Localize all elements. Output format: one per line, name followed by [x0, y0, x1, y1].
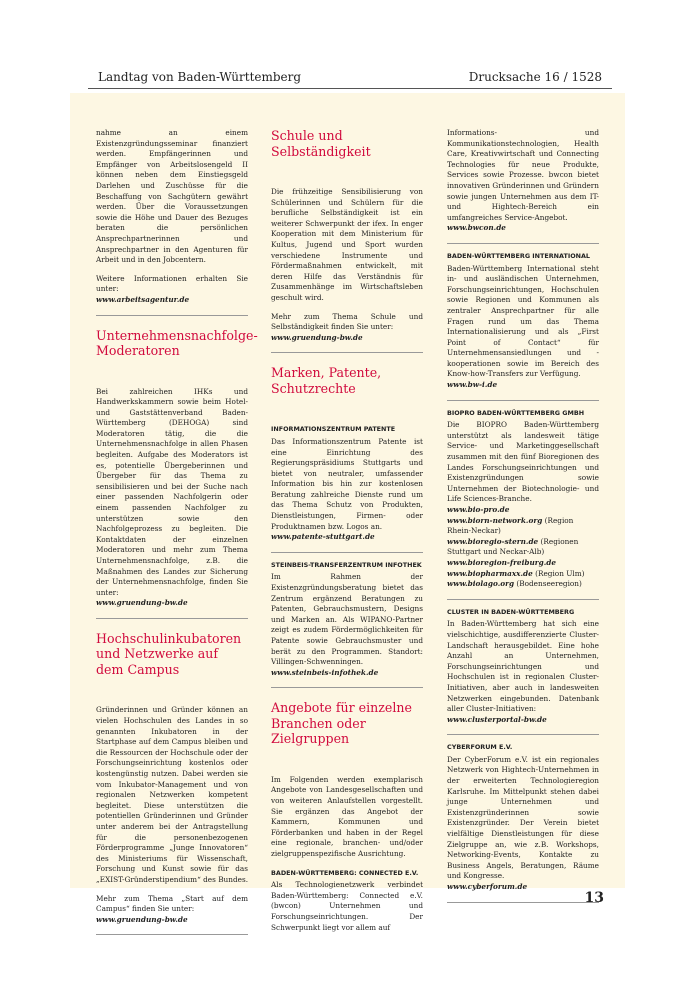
divider	[271, 687, 423, 688]
header-right: Drucksache 16 / 1528	[468, 70, 602, 84]
paragraph: Weitere Informationen erhalten Sie unter:	[96, 273, 248, 294]
divider	[96, 315, 248, 316]
paragraph: In Baden-Württemberg hat sich eine vielschichtige, ausdifferenzierte Cluster-Landschaft herausgebildet. Eine hohe Anzahl an Unternehmen, Forschungseinrichtungen und Hochschulen ist in regionalen Cluster-Initiativen, aber auch in landesweiten Netzwerken eingebunden. Datenbank aller Cluster-Initiativen:	[447, 619, 599, 714]
link-bio[interactable]: www.bioregio-stern.de	[447, 536, 539, 546]
list-item: www.biorn-network.org (Region Rhein-Neckar)	[447, 515, 574, 536]
link-bio[interactable]: www.bio-pro.de	[447, 505, 510, 514]
list-item	[447, 558, 599, 569]
subheading-steinbeis: STEINBEIS-TRANSFERZENTRUM INFOTHEK	[271, 560, 422, 569]
heading-angebote: Angebote für einzelne Branchen oder Zielgruppen	[271, 700, 412, 747]
link-gruendung[interactable]: www.gruendung-bw.de	[96, 914, 188, 924]
link-gruendung[interactable]: www.gruendung-bw.de	[96, 598, 188, 608]
divider	[447, 599, 599, 600]
heading-schule: Schule und Selbständigkeit	[271, 128, 371, 159]
divider	[447, 243, 599, 244]
paragraph: Bei zahlreichen IHKs und Handwerkskammern sowie beim Hotel- und Gaststättenverband Baden-Württemberg (DEHOGA) sind Moderatoren tätig, die die Unternehmensnachfolge in allen Phasen begleiten. Aufgabe des Moderators ist es, potentielle Übergeberinnen und Übergeber für das Thema zu sensibilisieren und bei der Suche nach einer passenden Nachfolgerin oder einem passenden Nachfolger zu unterstützen sowie den Nachfolgeprozess zu begleiten. Die Kontaktdaten der einzelnen Moderatoren und mehr zum Thema Unternehmensnachfolge, z.B. die Maßnahmen des Landes zur Sicherung der Unternehmensnachfolge, finden Sie unter:	[96, 386, 248, 597]
header-rule	[88, 88, 612, 89]
divider	[96, 934, 248, 935]
column-1	[96, 128, 258, 947]
paragraph: Als Technologienetzwerk verbindet Baden-Württemberg: Connected e.V. (bwcon) Unternehmen und Forschungseinrichtungen. Der Schwerpunkt liegt vor allem auf	[271, 880, 423, 932]
divider	[271, 552, 423, 553]
link-patente[interactable]: www.patente-stuttgart.de	[271, 532, 375, 542]
paragraph: Im Folgenden werden exemplarisch Angebote von Landesgesellschaften und von weiteren Anlaufstellen vorgestellt. Sie ergänzen das Angebot der Kammern, Kommunen und Förderbanken und haben in der Regel eine regionale, branchen- und/oder zielgruppenspezifische Ausrichtung.	[271, 774, 423, 859]
subheading-cyberforum: CYBERFORUM E.V.	[447, 743, 513, 752]
paragraph: Baden-Württemberg International steht in- und ausländischen Unternehmen, Forschungseinrichtungen, Hochschulen sowie Regionen und Kommunen als zentraler Ansprechpartner für alle Fragen rund um das Thema Internationalisierung und als „First Point of Contact“ für Unternehmensansiedlungen und -kooperationen sowie im Bereich des Know-how-Transfers zur Verfügung.	[447, 263, 599, 379]
paragraph: Im Rahmen der Existenzgründungsberatung bietet das Zentrum ergänzend Beratungen zu Patenten, Gebrauchsmustern, Designs und Marken an. Als WIPANO-Partner zeigt es zudem Fördermöglichkeiten für Patente sowie Gebrauchsmuster und berät zu den Programmen. Standort: Villingen-Schwenningen.	[271, 572, 423, 667]
heading-nachfolge: Unternehmensnachfolge-Moderatoren	[96, 327, 258, 358]
link-bio[interactable]: www.biopharmaxx.de	[447, 568, 533, 578]
link-cluster[interactable]: www.clusterportal-bw.de	[447, 714, 547, 724]
subheading-bwi: BADEN-WÜRTTEMBERG INTERNATIONAL	[447, 251, 590, 260]
link-gruendung[interactable]: www.gruendung-bw.de	[271, 332, 363, 342]
paragraph: Gründerinnen und Gründer können an vielen Hochschulen des Landes in so genannten Inkubatoren in der Startphase auf dem Campus bleiben und die Ressourcen der Hochschule oder der Forschungseinrichtung kostenlos oder kostengünstig nutzen. Dabei werden sie vom Inkubator-Management und von regionalen Netzwerken kompetent begleitet. Diese unterstützen die potentiellen Gründerinnen und Gründer unter anderem bei der Antragstellung für die personenbezogenen Förderprogramme „Junge Innovatoren“ des Ministeriums für Wissenschaft, Forschung und Kunst sowie für das „EXIST-Gründerstipendium“ des Bundes.	[96, 705, 249, 884]
paragraph: Die frühzeitige Sensibilisierung von Schülerinnen und Schülern für die berufliche Selbständigkeit ist ein weiterer Schwerpunkt der ifex. In enger Kooperation mit dem Ministerium für Kultus, Jugend und Sport wurden verschiedene Instrumente und Fördermaßnahmen entwickelt, mit deren Hilfe das Verständnis für Zusammenhänge im Wirtschaftsleben geschult wird.	[271, 187, 423, 302]
link-bwcon[interactable]: www.bwcon.de	[447, 223, 506, 233]
paragraph: Der CyberForum e.V. ist ein regionales Netzwerk von Hightech-Unternehmen in der erweiterten Technologieregion Karlsruhe. Im Mittelpunkt stehen dabei junge Unternehmen und Existenzgründerinnen sowie Existenzgründer. Der Verein bietet vielfältige Dienstleistungen für diese Zielgruppe an, wie z.B. Workshops, Networking-Events, Kontakte zu Business Angels, Beratungen, Räume und Kongresse.	[447, 754, 599, 881]
heading-hochschul: Hochschulinkubatoren und Netzwerke auf dem Campus	[96, 630, 242, 677]
divider	[447, 400, 599, 401]
paragraph: Informations- und Kommunikationstechnologien, Health Care, Kreativwirtschaft und Connecting Technologies für neue Produkte, Services sowie Prozesse. bwcon bietet innovativen Gründerinnen und Gründern sowie jungen Unternehmen aus dem IT- und Hightech-Bereich ein umfangreiches Service-Angebot.	[447, 128, 599, 222]
header-left: Landtag von Baden-Württemberg	[98, 70, 302, 84]
divider	[271, 352, 423, 353]
link-bio[interactable]: www.biorn-network.org	[447, 515, 543, 525]
link-bio[interactable]: www.biolago.org	[447, 579, 515, 589]
subheading-biopro: BIOPRO BADEN-WÜRTTEMBERG GMBH	[447, 408, 585, 417]
column-2	[271, 128, 423, 933]
bio-link-list	[447, 505, 599, 590]
paragraph: Die BIOPRO Baden-Württemberg unterstützt als landesweit tätige Service- und Marketinggesellschaft zusammen mit den fünf Bioregionen des Landes Forschungseinrichtungen und Existenzgründungen sowie Unternehmen der Biotechnologie- und Life Sciences-Branche.	[447, 420, 599, 504]
paragraph: Mehr zum Thema „Start auf dem Campus“ finden Sie unter:	[96, 893, 248, 914]
link-bio[interactable]: www.bioregion-freiburg.de	[447, 557, 556, 567]
paragraph: Mehr zum Thema Schule und Selbständigkeit finden Sie unter:	[271, 311, 423, 332]
divider	[96, 618, 248, 619]
paragraph: nahme an einem Existenzgründungsseminar finanziert werden. Empfängerinnen und Empfänger von Arbeitslosengeld II können neben dem Einstiegsgeld Darlehen und Zuschüsse für die Beschaffung von Sachgütern gewährt werden. Über die Voraussetzungen sowie die Höhe und Dauer des Bezuges beraten die persönlichen Ansprechpartnerinnen und Ansprechpartner in den Agenturen für Arbeit und in den Jobcentern.	[96, 128, 248, 265]
list-item: www.biopharmaxx.de (Region Ulm)	[447, 568, 585, 578]
subheading-bwcon: BADEN-WÜRTTEMBERG: CONNECTED E.V.	[271, 868, 419, 877]
page-number: 13	[584, 890, 604, 906]
link-steinbeis[interactable]: www.steinbeis-infothek.de	[271, 667, 379, 677]
subheading-iz-patente: INFORMATIONSZENTRUM PATENTE	[271, 425, 396, 434]
page-header	[98, 70, 602, 84]
heading-marken: Marken, Patente, Schutzrechte	[271, 365, 382, 396]
link-arbeitsagentur[interactable]: www.arbeitsagentur.de	[96, 294, 190, 304]
subheading-cluster: CLUSTER IN BADEN-WÜRTTEMBERG	[447, 607, 575, 616]
divider	[447, 734, 599, 735]
link-cyberforum[interactable]: www.cyberforum.de	[447, 882, 528, 891]
paragraph: Das Informationszentrum Patente ist eine Einrichtung des Regierungspräsidiums Stuttgarts und bietet von neutraler, umfassender Information bis hin zur kostenlosen Beratung zahlreiche Dienste rund um das Thema Schutz von Produkten, Dienstleistungen, Firmen- oder Produktnamen bzw. Logos an.	[271, 436, 423, 531]
column-3	[447, 128, 599, 915]
list-item	[447, 505, 599, 516]
list-item: www.bioregio-stern.de (Regionen Stuttgart und Neckar-Alb)	[447, 536, 579, 557]
divider	[447, 902, 599, 903]
list-item: www.biolago.org (Bodenseeregion)	[447, 579, 582, 589]
link-bwi[interactable]: www.bw-i.de	[447, 380, 498, 390]
